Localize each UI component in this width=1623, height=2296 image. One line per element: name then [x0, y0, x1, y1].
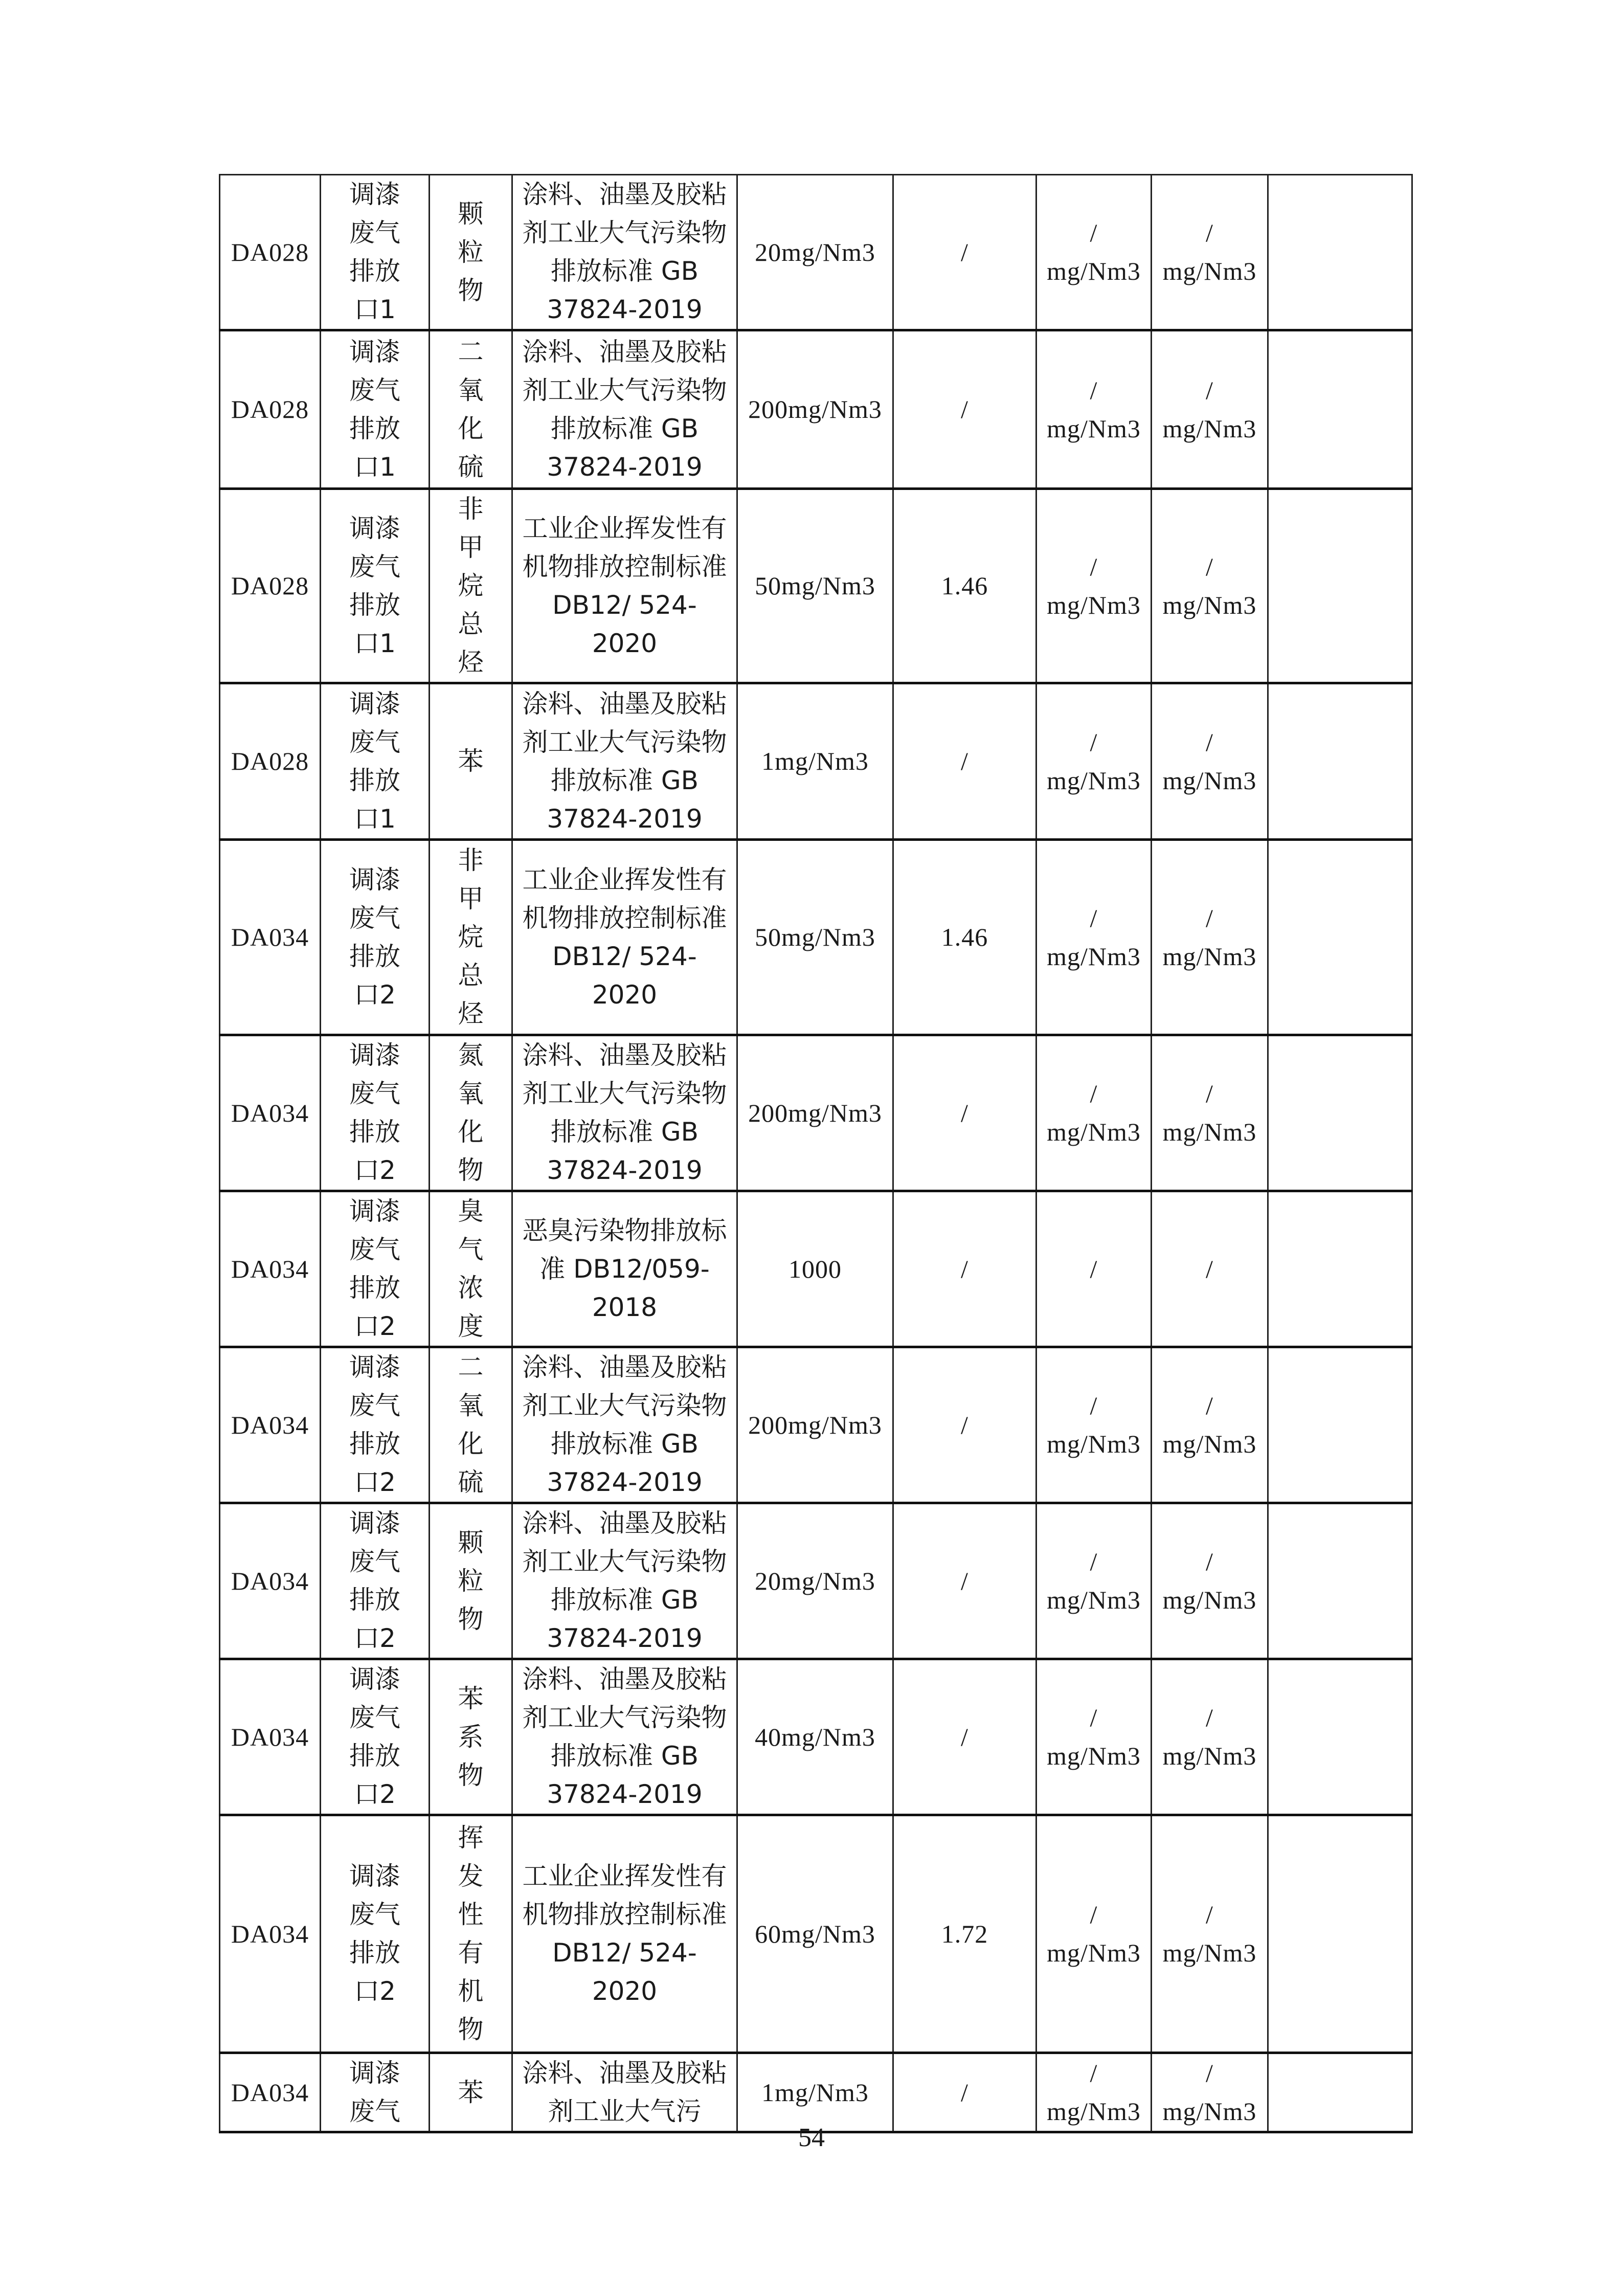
standard-cell	[512, 840, 737, 1035]
outlet-code-cell	[220, 489, 321, 683]
outlet-text: 调漆废气排放口1	[349, 337, 400, 482]
code-text: DA028	[231, 571, 309, 600]
standard-text: 工业企业挥发性有机物排放控制标准 DB12/ 524-2020	[522, 864, 727, 1010]
standard-cell	[512, 1503, 737, 1659]
value-cell-9	[1268, 840, 1412, 1035]
outlet-text: 调漆废气排放口2	[349, 1196, 400, 1341]
emissions-standards-table	[219, 174, 1413, 2133]
pollutant-text: 苯系物	[458, 1683, 484, 1790]
outlet-code-cell	[220, 683, 321, 840]
c7-text: / mg/Nm3	[1047, 552, 1141, 619]
outlet-name-cell	[321, 683, 430, 840]
outlet-text: 调漆废气排放口2	[349, 1040, 400, 1185]
table-row	[220, 489, 1412, 683]
outlet-code-cell	[220, 1035, 321, 1191]
outlet-name-cell	[321, 175, 430, 330]
limit-cell	[737, 489, 893, 683]
standard-cell	[512, 330, 737, 489]
value-cell-8	[1152, 489, 1268, 683]
outlet-name-cell	[321, 1035, 430, 1191]
value-cell-7	[1036, 683, 1152, 840]
limit-cell	[737, 2053, 893, 2132]
limit-text: 50mg/Nm3	[755, 571, 875, 600]
standard-cell	[512, 683, 737, 840]
value-cell-8	[1152, 1191, 1268, 1347]
c8-text: / mg/Nm3	[1162, 1900, 1257, 1967]
value-cell-8	[1152, 2053, 1268, 2132]
rate-cell	[893, 1503, 1036, 1659]
pollutant-text: 臭气浓度	[458, 1196, 484, 1341]
outlet-code-cell	[220, 2053, 321, 2132]
pollutant-cell	[430, 1347, 512, 1503]
limit-cell	[737, 1659, 893, 1815]
pollutant-cell	[430, 1035, 512, 1191]
rate-text: /	[961, 1722, 968, 1751]
standard-text: 涂料、油墨及胶粘剂工业大气污染物排放标准 GB 37824-2019	[522, 1352, 727, 1497]
value-cell-8	[1152, 1035, 1268, 1191]
value-cell-7	[1036, 1035, 1152, 1191]
rate-cell	[893, 1191, 1036, 1347]
pollutant-text: 氮氧化物	[458, 1040, 484, 1185]
limit-cell	[737, 683, 893, 840]
rate-text: /	[961, 1098, 968, 1127]
value-cell-7	[1036, 2053, 1152, 2132]
c7-text: / mg/Nm3	[1047, 1547, 1141, 1614]
table-row	[220, 683, 1412, 840]
value-cell-9	[1268, 683, 1412, 840]
c7-text: / mg/Nm3	[1047, 1391, 1141, 1458]
c8-text: / mg/Nm3	[1162, 1079, 1257, 1146]
value-cell-7	[1036, 1347, 1152, 1503]
outlet-code-cell	[220, 1815, 321, 2053]
pollutant-text: 颗粒物	[458, 1527, 484, 1634]
value-cell-9	[1268, 1191, 1412, 1347]
table-row	[220, 1035, 1412, 1191]
value-cell-8	[1152, 840, 1268, 1035]
table-row	[220, 2053, 1412, 2132]
pollutant-text: 颗粒物	[458, 198, 484, 305]
rate-cell	[893, 1347, 1036, 1503]
c7-text: / mg/Nm3	[1047, 375, 1141, 443]
table-row	[220, 1503, 1412, 1659]
outlet-text: 调漆废气排放口2	[349, 864, 400, 1010]
rate-cell	[893, 175, 1036, 330]
value-cell-9	[1268, 330, 1412, 489]
value-cell-9	[1268, 2053, 1412, 2132]
value-cell-9	[1268, 175, 1412, 330]
value-cell-8	[1152, 330, 1268, 489]
outlet-code-cell	[220, 330, 321, 489]
rate-cell	[893, 683, 1036, 840]
standard-cell	[512, 489, 737, 683]
standard-text: 涂料、油墨及胶粘剂工业大气污	[522, 2058, 727, 2126]
outlet-name-cell	[321, 489, 430, 683]
value-cell-7	[1036, 330, 1152, 489]
value-cell-7	[1036, 1191, 1152, 1347]
rate-cell	[893, 489, 1036, 683]
outlet-text: 调漆废气排放口1	[349, 513, 400, 658]
value-cell-9	[1268, 1503, 1412, 1659]
value-cell-7	[1036, 840, 1152, 1035]
c8-text: / mg/Nm3	[1162, 218, 1257, 285]
value-cell-7	[1036, 489, 1152, 683]
c7-text: / mg/Nm3	[1047, 727, 1141, 795]
standard-text: 涂料、油墨及胶粘剂工业大气污染物排放标准 GB 37824-2019	[522, 688, 727, 834]
limit-text: 50mg/Nm3	[755, 923, 875, 951]
rate-text: /	[961, 747, 968, 775]
c8-text: / mg/Nm3	[1162, 1703, 1257, 1770]
code-text: DA028	[231, 237, 309, 266]
rate-cell	[893, 2053, 1036, 2132]
pollutant-cell	[430, 175, 512, 330]
outlet-text: 调漆废气排放口1	[349, 688, 400, 834]
pollutant-cell	[430, 330, 512, 489]
value-cell-8	[1152, 175, 1268, 330]
table-row	[220, 840, 1412, 1035]
limit-text: 200mg/Nm3	[748, 395, 882, 423]
outlet-code-cell	[220, 1191, 321, 1347]
rate-text: /	[961, 1254, 968, 1283]
table-row	[220, 1659, 1412, 1815]
value-cell-8	[1152, 1659, 1268, 1815]
pollutant-cell	[430, 683, 512, 840]
code-text: DA034	[231, 2078, 309, 2107]
value-cell-9	[1268, 489, 1412, 683]
c7-text: / mg/Nm3	[1047, 1703, 1141, 1770]
outlet-text: 调漆废气排放口2	[349, 1352, 400, 1497]
rate-text: /	[961, 395, 968, 423]
standard-cell	[512, 1347, 737, 1503]
outlet-code-cell	[220, 1659, 321, 1815]
code-text: DA034	[231, 1098, 309, 1127]
limit-text: 1000	[788, 1254, 842, 1283]
value-cell-7	[1036, 175, 1152, 330]
limit-cell	[737, 1191, 893, 1347]
limit-cell	[737, 1035, 893, 1191]
outlet-text: 调漆废气排放口2	[349, 1861, 400, 2006]
rate-cell	[893, 1659, 1036, 1815]
code-text: DA028	[231, 747, 309, 775]
pollutant-cell	[430, 2053, 512, 2132]
code-text: DA034	[231, 1919, 309, 1948]
outlet-text: 调漆废气	[349, 2058, 400, 2126]
c8-text: / mg/Nm3	[1162, 552, 1257, 619]
c8-text: / mg/Nm3	[1162, 1547, 1257, 1614]
rate-text: /	[961, 1566, 968, 1595]
value-cell-9	[1268, 1347, 1412, 1503]
outlet-name-cell	[321, 1503, 430, 1659]
limit-text: 1mg/Nm3	[761, 747, 869, 775]
outlet-name-cell	[321, 840, 430, 1035]
rate-text: /	[961, 1410, 968, 1439]
limit-text: 20mg/Nm3	[755, 1566, 875, 1595]
outlet-text: 调漆废气排放口2	[349, 1508, 400, 1653]
pollutant-cell	[430, 1659, 512, 1815]
code-text: DA034	[231, 923, 309, 951]
limit-cell	[737, 840, 893, 1035]
outlet-code-cell	[220, 1503, 321, 1659]
limit-text: 40mg/Nm3	[755, 1722, 875, 1751]
pollutant-text: 苯	[458, 746, 484, 776]
value-cell-9	[1268, 1659, 1412, 1815]
standard-text: 工业企业挥发性有机物排放控制标准 DB12/ 524-2020	[522, 1861, 727, 2006]
standard-cell	[512, 1035, 737, 1191]
standard-cell	[512, 175, 737, 330]
page-number: 54	[798, 2123, 825, 2152]
outlet-name-cell	[321, 1815, 430, 2053]
code-text: DA034	[231, 1410, 309, 1439]
standard-cell	[512, 2053, 737, 2132]
limit-cell	[737, 330, 893, 489]
table-row	[220, 1347, 1412, 1503]
table-row	[220, 1191, 1412, 1347]
outlet-name-cell	[321, 1659, 430, 1815]
outlet-text: 调漆废气排放口2	[349, 1664, 400, 1809]
rate-text: /	[961, 237, 968, 266]
rate-text: 1.46	[941, 923, 988, 951]
c8-text: /	[1206, 1254, 1213, 1283]
table-row	[220, 330, 1412, 489]
c8-text: / mg/Nm3	[1162, 1391, 1257, 1458]
c7-text: / mg/Nm3	[1047, 903, 1141, 971]
pollutant-cell	[430, 1191, 512, 1347]
c7-text: / mg/Nm3	[1047, 1079, 1141, 1146]
c7-text: / mg/Nm3	[1047, 218, 1141, 285]
outlet-name-cell	[321, 330, 430, 489]
table-row	[220, 175, 1412, 330]
c7-text: / mg/Nm3	[1047, 2059, 1141, 2126]
code-text: DA034	[231, 1566, 309, 1595]
pollutant-cell	[430, 840, 512, 1035]
outlet-name-cell	[321, 1347, 430, 1503]
code-text: DA034	[231, 1254, 309, 1283]
standard-text: 涂料、油墨及胶粘剂工业大气污染物排放标准 GB 37824-2019	[522, 337, 727, 482]
standard-text: 工业企业挥发性有机物排放控制标准 DB12/ 524-2020	[522, 513, 727, 658]
standard-text: 恶臭污染物排放标准 DB12/059-2018	[522, 1215, 727, 1322]
standard-cell	[512, 1191, 737, 1347]
pollutant-cell	[430, 1815, 512, 2053]
limit-text: 200mg/Nm3	[748, 1410, 882, 1439]
pollutant-cell	[430, 489, 512, 683]
limit-text: 20mg/Nm3	[755, 237, 875, 266]
pollutant-text: 非甲烷总烃	[458, 845, 484, 1029]
value-cell-8	[1152, 1347, 1268, 1503]
pollutant-cell	[430, 1503, 512, 1659]
standard-text: 涂料、油墨及胶粘剂工业大气污染物排放标准 GB 37824-2019	[522, 1508, 727, 1653]
value-cell-9	[1268, 1815, 1412, 2053]
c8-text: / mg/Nm3	[1162, 727, 1257, 795]
value-cell-8	[1152, 1815, 1268, 2053]
standard-text: 涂料、油墨及胶粘剂工业大气污染物排放标准 GB 37824-2019	[522, 1664, 727, 1809]
outlet-text: 调漆废气排放口1	[349, 180, 400, 324]
limit-text: 200mg/Nm3	[748, 1098, 882, 1127]
rate-text: /	[961, 2078, 968, 2107]
c8-text: / mg/Nm3	[1162, 903, 1257, 971]
outlet-code-cell	[220, 840, 321, 1035]
rate-cell	[893, 840, 1036, 1035]
pollutant-text: 二氧化硫	[458, 1352, 484, 1497]
value-cell-8	[1152, 683, 1268, 840]
c7-text: / mg/Nm3	[1047, 1900, 1141, 1967]
value-cell-8	[1152, 1503, 1268, 1659]
c8-text: / mg/Nm3	[1162, 2059, 1257, 2126]
rate-cell	[893, 330, 1036, 489]
code-text: DA028	[231, 395, 309, 423]
limit-cell	[737, 1503, 893, 1659]
value-cell-7	[1036, 1659, 1152, 1815]
table-row	[220, 1815, 1412, 2053]
standard-text: 涂料、油墨及胶粘剂工业大气污染物排放标准 GB 37824-2019	[522, 1040, 727, 1185]
c8-text: / mg/Nm3	[1162, 375, 1257, 443]
pollutant-text: 非甲烷总烃	[458, 494, 484, 677]
pollutant-text: 苯	[458, 2077, 484, 2107]
outlet-code-cell	[220, 175, 321, 330]
pollutant-text: 二氧化硫	[458, 337, 484, 482]
c7-text: /	[1090, 1254, 1098, 1283]
limit-cell	[737, 1815, 893, 2053]
limit-cell	[737, 175, 893, 330]
code-text: DA034	[231, 1722, 309, 1751]
value-cell-7	[1036, 1503, 1152, 1659]
limit-text: 60mg/Nm3	[755, 1919, 875, 1948]
outlet-code-cell	[220, 1347, 321, 1503]
value-cell-9	[1268, 1035, 1412, 1191]
limit-cell	[737, 1347, 893, 1503]
rate-text: 1.46	[941, 571, 988, 600]
rate-cell	[893, 1035, 1036, 1191]
rate-text: 1.72	[941, 1919, 988, 1948]
value-cell-7	[1036, 1815, 1152, 2053]
standard-cell	[512, 1659, 737, 1815]
standard-cell	[512, 1815, 737, 2053]
rate-cell	[893, 1815, 1036, 2053]
outlet-name-cell	[321, 1191, 430, 1347]
pollutant-text: 挥发性有机物	[458, 1823, 484, 2044]
outlet-name-cell	[321, 2053, 430, 2132]
limit-text: 1mg/Nm3	[761, 2078, 869, 2107]
standard-text: 涂料、油墨及胶粘剂工业大气污染物排放标准 GB 37824-2019	[522, 180, 727, 324]
